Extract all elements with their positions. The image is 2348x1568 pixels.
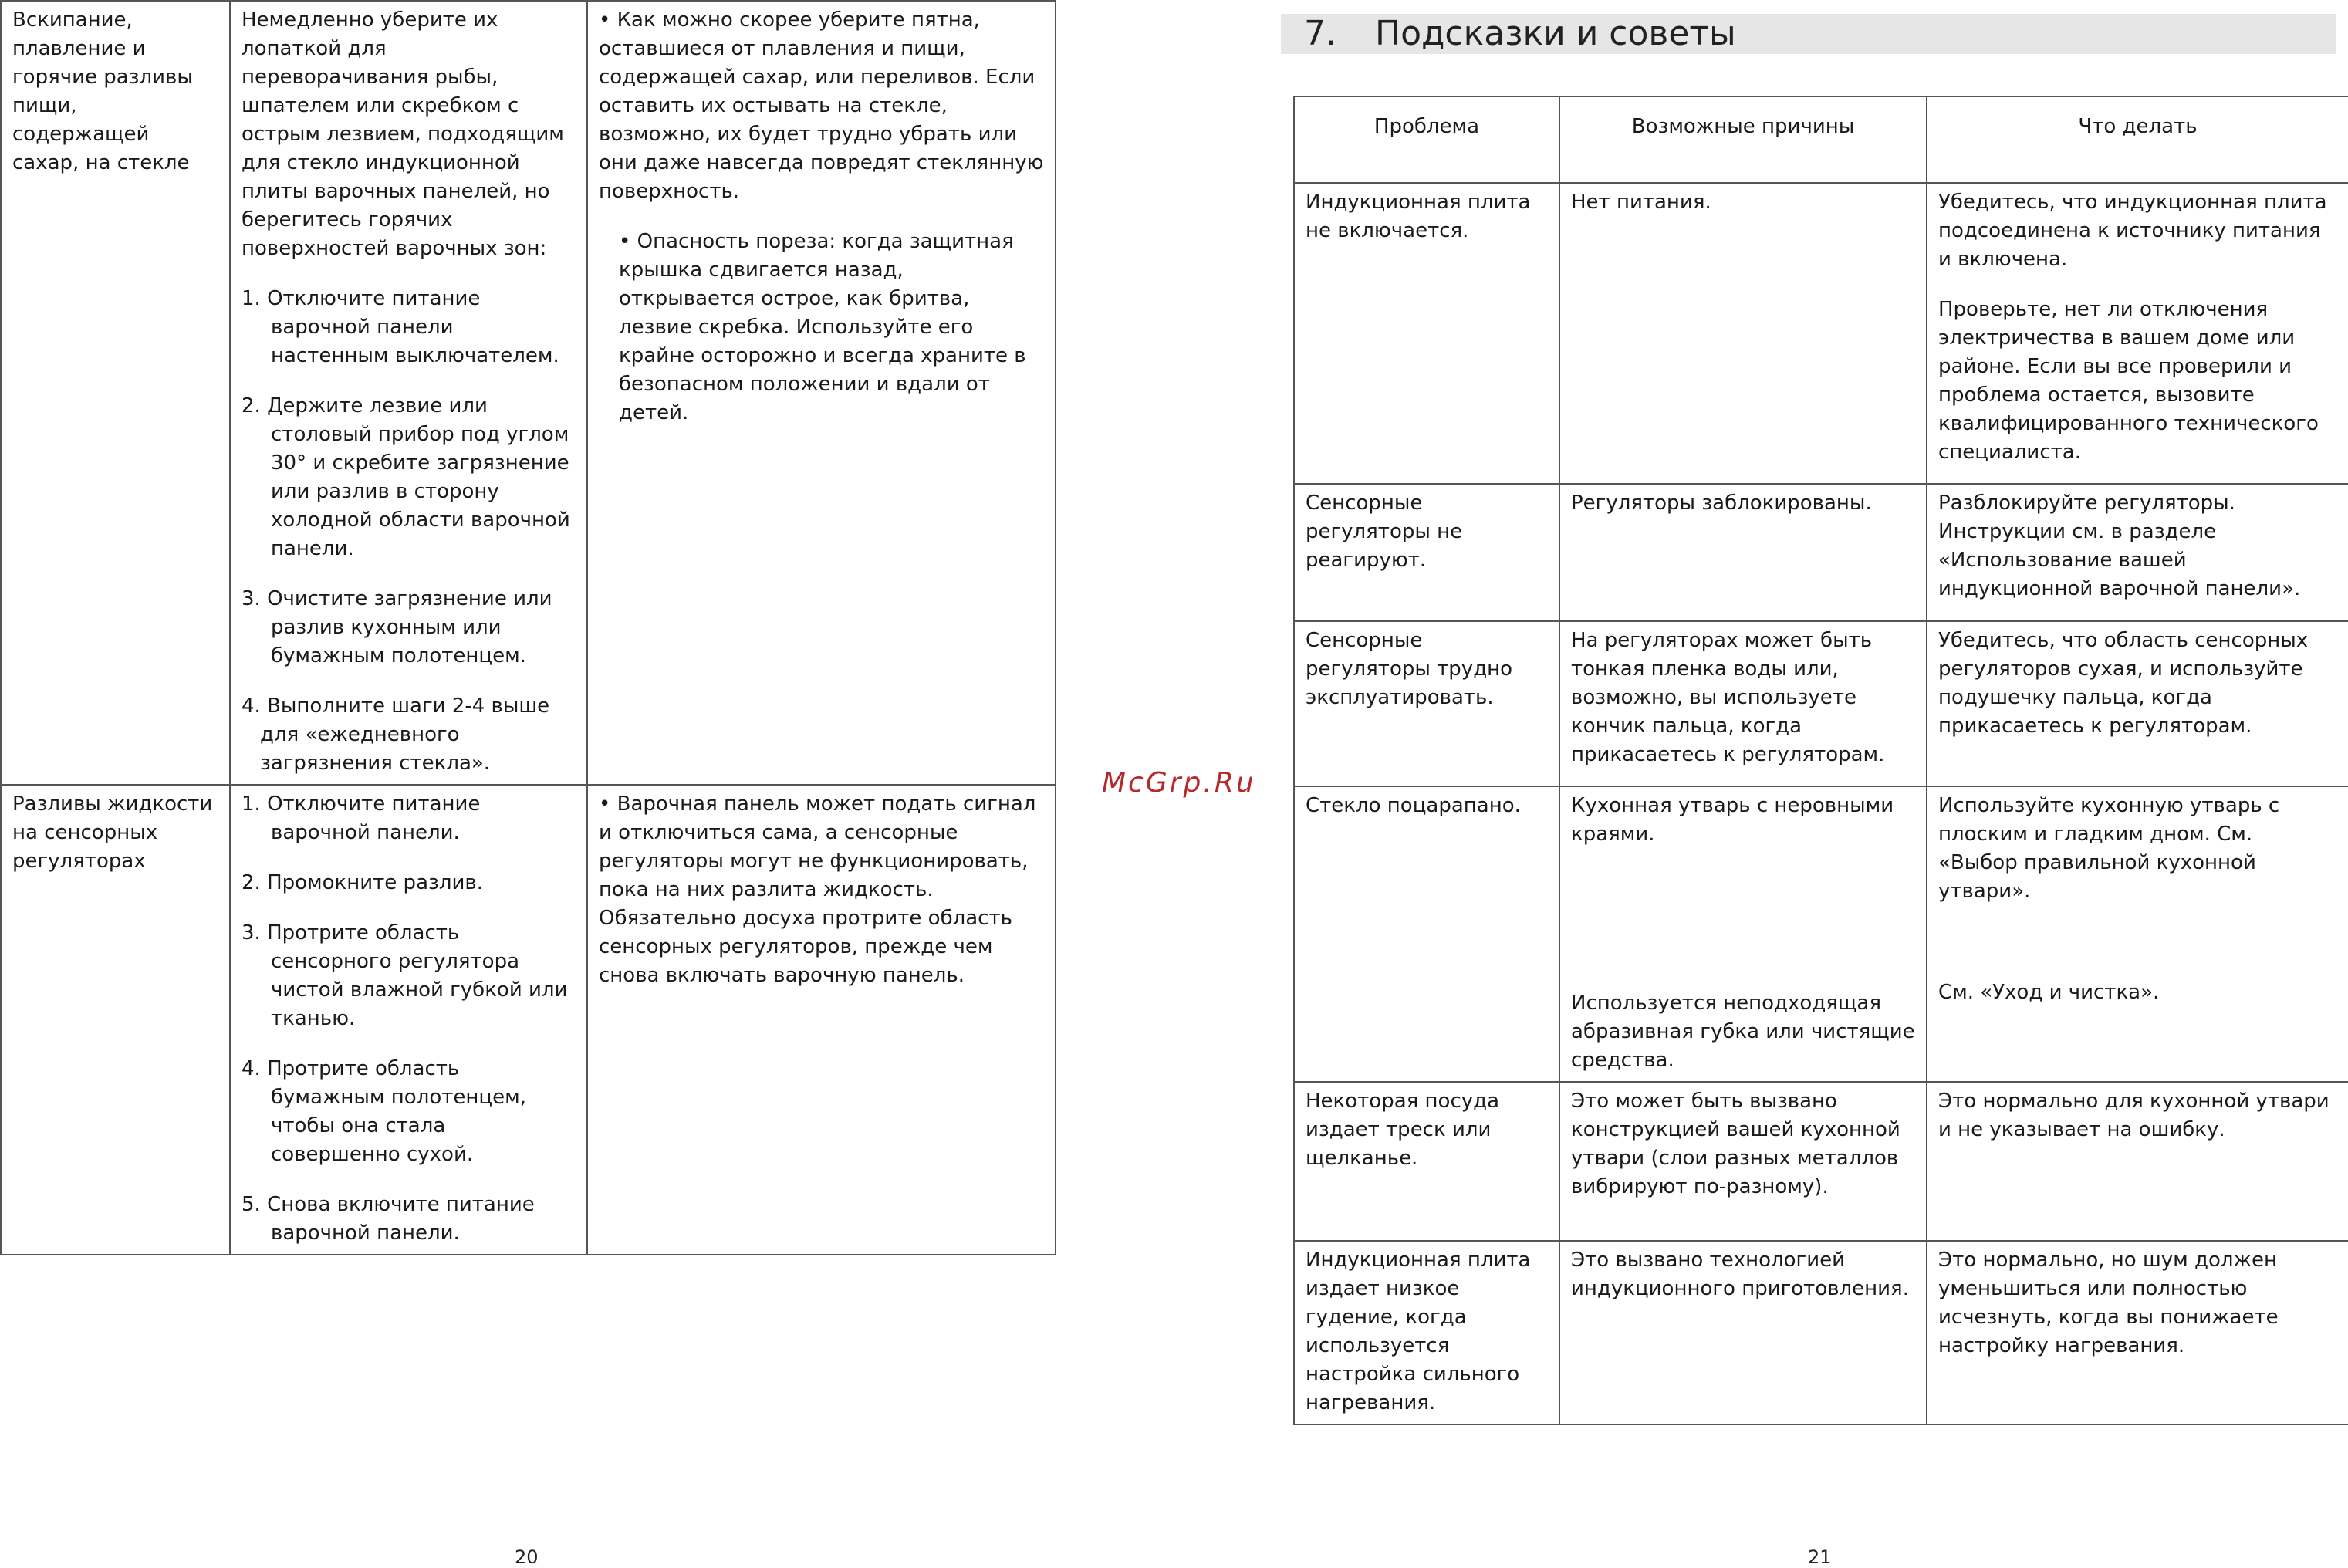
notes-cell (587, 1, 1056, 785)
problem-text: Разливы жидкости на сенсорных регуляторах (12, 792, 213, 873)
cause-cell (1559, 621, 1927, 786)
step-item: 5. Снова включите питание варочной панели. (242, 1193, 535, 1245)
watermark: McGrp.Ru (1102, 767, 1256, 799)
cause-cell (1559, 484, 1927, 621)
cause-text: Регуляторы заблокированы. (1571, 492, 1872, 515)
section-number: 7. (1304, 14, 1336, 53)
action-text: Проверьте, нет ли отключения электричества в вашем доме или районе. Если вы все проверили и проблема остается, вызовите квалифицированного технического специалиста. (1938, 298, 2319, 464)
step-item: 4. Выполните шаги 2-4 выше для «ежедневного загрязнения стекла». (242, 694, 550, 775)
action-cell (1927, 621, 2348, 786)
page-number: 21 (1808, 1546, 1832, 1568)
cause-cell (1559, 1241, 1927, 1424)
cause-cell (1559, 183, 1927, 484)
cause-text: Нет питания. (1571, 191, 1711, 214)
problem-cell: Сенсорные регуляторы трудно эксплуатировать. (1294, 621, 1559, 786)
table-row (1294, 1082, 2348, 1241)
left-page (0, 0, 1080, 1566)
problem-cell (1, 785, 230, 1255)
action-intro: Немедленно уберите их лопаткой для переворачивания рыбы, шпателем или скребком с острым лезвием, подходящим для стекло индукционной плиты варочных панелей, но берегитесь горячих поверхностей варочных зон: (242, 8, 564, 260)
action-text: Убедитесь, что индукционная плита подсоединена к источнику питания и включена. (1938, 191, 2327, 271)
cause-text: Кухонная утварь с неровными краями. (1571, 794, 1894, 846)
section-title: Подсказки и советы (1375, 14, 1736, 53)
step-item: 3. Очистите загрязнение или разлив кухонным или бумажным полотенцем. (242, 587, 552, 667)
table-row (1294, 183, 2348, 484)
page-number: 20 (515, 1546, 539, 1568)
action-cell (230, 785, 587, 1255)
spacer (1571, 849, 1915, 989)
notes-cell (587, 785, 1056, 1255)
table-row (1, 785, 1056, 1255)
cause-text: Это вызвано технологией индукционного приготовления. (1571, 1249, 1909, 1300)
cause-text: На регуляторах может быть тонкая пленка воды или, возможно, вы используете кончик пальца, когда прикасаетесь к регуляторам. (1571, 629, 1885, 766)
cleaning-table (0, 0, 1056, 1255)
right-page (1281, 0, 2348, 1566)
table-row (1, 1, 1056, 785)
action-text: Это нормально для кухонной утвари и не указывает на ошибку. (1938, 1090, 2329, 1141)
action-cell (1927, 1082, 2348, 1241)
step-item: 1. Отключите питание варочной панели настенным выключателем. (242, 287, 559, 367)
problem-cell: Некоторая посуда издает треск или щелканье. (1294, 1082, 1559, 1241)
problem-cell: Стекло поцарапано. (1294, 786, 1559, 1082)
cause-text: Это может быть вызвано конструкцией вашей кухонной утвари (слои разных металлов вибрируют по-разному). (1571, 1090, 1900, 1198)
action-cell (1927, 1241, 2348, 1424)
table-row (1294, 621, 2348, 786)
step-item: 2. Держите лезвие или столовый прибор под углом 30° и скребите загрязнение или разлив в сторону холодной области варочной панели. (242, 394, 570, 560)
action-text: См. «Уход и чистка». (1938, 981, 2160, 1004)
step-item: 1. Отключите питание варочной панели. (242, 792, 481, 844)
action-cell (230, 1, 587, 785)
action-text: Разблокируйте регуляторы. Инструкции см. в разделе «Использование вашей индукционной варочной панели». (1938, 492, 2301, 600)
column-header-problem: Проблема (1294, 96, 1559, 183)
troubleshooting-table (1293, 96, 2348, 1425)
action-text: Убедитесь, что область сенсорных регуляторов сухая, и используйте подушечку пальца, когда прикасаетесь к регуляторам. (1938, 629, 2309, 738)
action-text: Это нормально, но шум должен уменьшиться или полностью исчезнуть, когда вы понижаете настройку нагревания. (1938, 1249, 2279, 1357)
step-item: 4. Протрите область бумажным полотенцем, чтобы она стала совершенно сухой. (242, 1057, 526, 1166)
cause-text: Используется неподходящая абразивная губка или чистящие средства. (1571, 992, 1915, 1072)
note-text: • Варочная панель может подать сигнал и отключиться сама, а сенсорные регуляторы могут не функционировать, пока на них разлита жидкость. Обязательно досуха протрите область сенсорных регуляторов, прежде чем снова включать варочную панель. (599, 792, 1036, 987)
cause-cell (1559, 786, 1927, 1082)
table-row (1294, 1241, 2348, 1424)
table-row (1294, 484, 2348, 621)
problem-cell: Индукционная плита издает низкое гудение, когда используется настройка сильного нагревания. (1294, 1241, 1559, 1424)
action-cell (1927, 183, 2348, 484)
section-heading (1281, 14, 2336, 54)
problem-cell (1, 1, 230, 785)
spacer (1938, 906, 2337, 978)
column-header-causes: Возможные причины (1559, 96, 1927, 183)
problem-text: Вскипание, плавление и горячие разливы пищи, содержащей сахар, на стекле (12, 8, 193, 174)
action-cell (1927, 484, 2348, 621)
column-header-actions: Что делать (1927, 96, 2348, 183)
problem-cell: Сенсорные регуляторы не реагируют. (1294, 484, 1559, 621)
note-text: • Как можно скорее уберите пятна, оставшиеся от плавления и пищи, содержащей сахар, или переливов. Если оставить их остывать на стекле, возможно, их будет трудно убрать или они даже навсегда повредят стеклянную поверхность. (599, 8, 1044, 203)
action-text: Используйте кухонную утварь с плоским и гладким дном. См. «Выбор правильной кухонной утвари». (1938, 794, 2280, 903)
table-header-row (1294, 96, 2348, 183)
table-row (1294, 786, 2348, 1082)
problem-cell: Индукционная плита не включается. (1294, 183, 1559, 484)
cause-cell (1559, 1082, 1927, 1241)
note-text: • Опасность пореза: когда защитная крышка сдвигается назад, открывается острое, как бритва, лезвие скребка. Используйте его крайне осторожно и всегда храните в безопасном положении и вдали от детей. (619, 230, 1026, 424)
step-item: 2. Промокните разлив. (242, 871, 483, 894)
action-cell (1927, 786, 2348, 1082)
step-item: 3. Протрите область сенсорного регулятора чистой влажной губкой или тканью. (242, 921, 568, 1030)
